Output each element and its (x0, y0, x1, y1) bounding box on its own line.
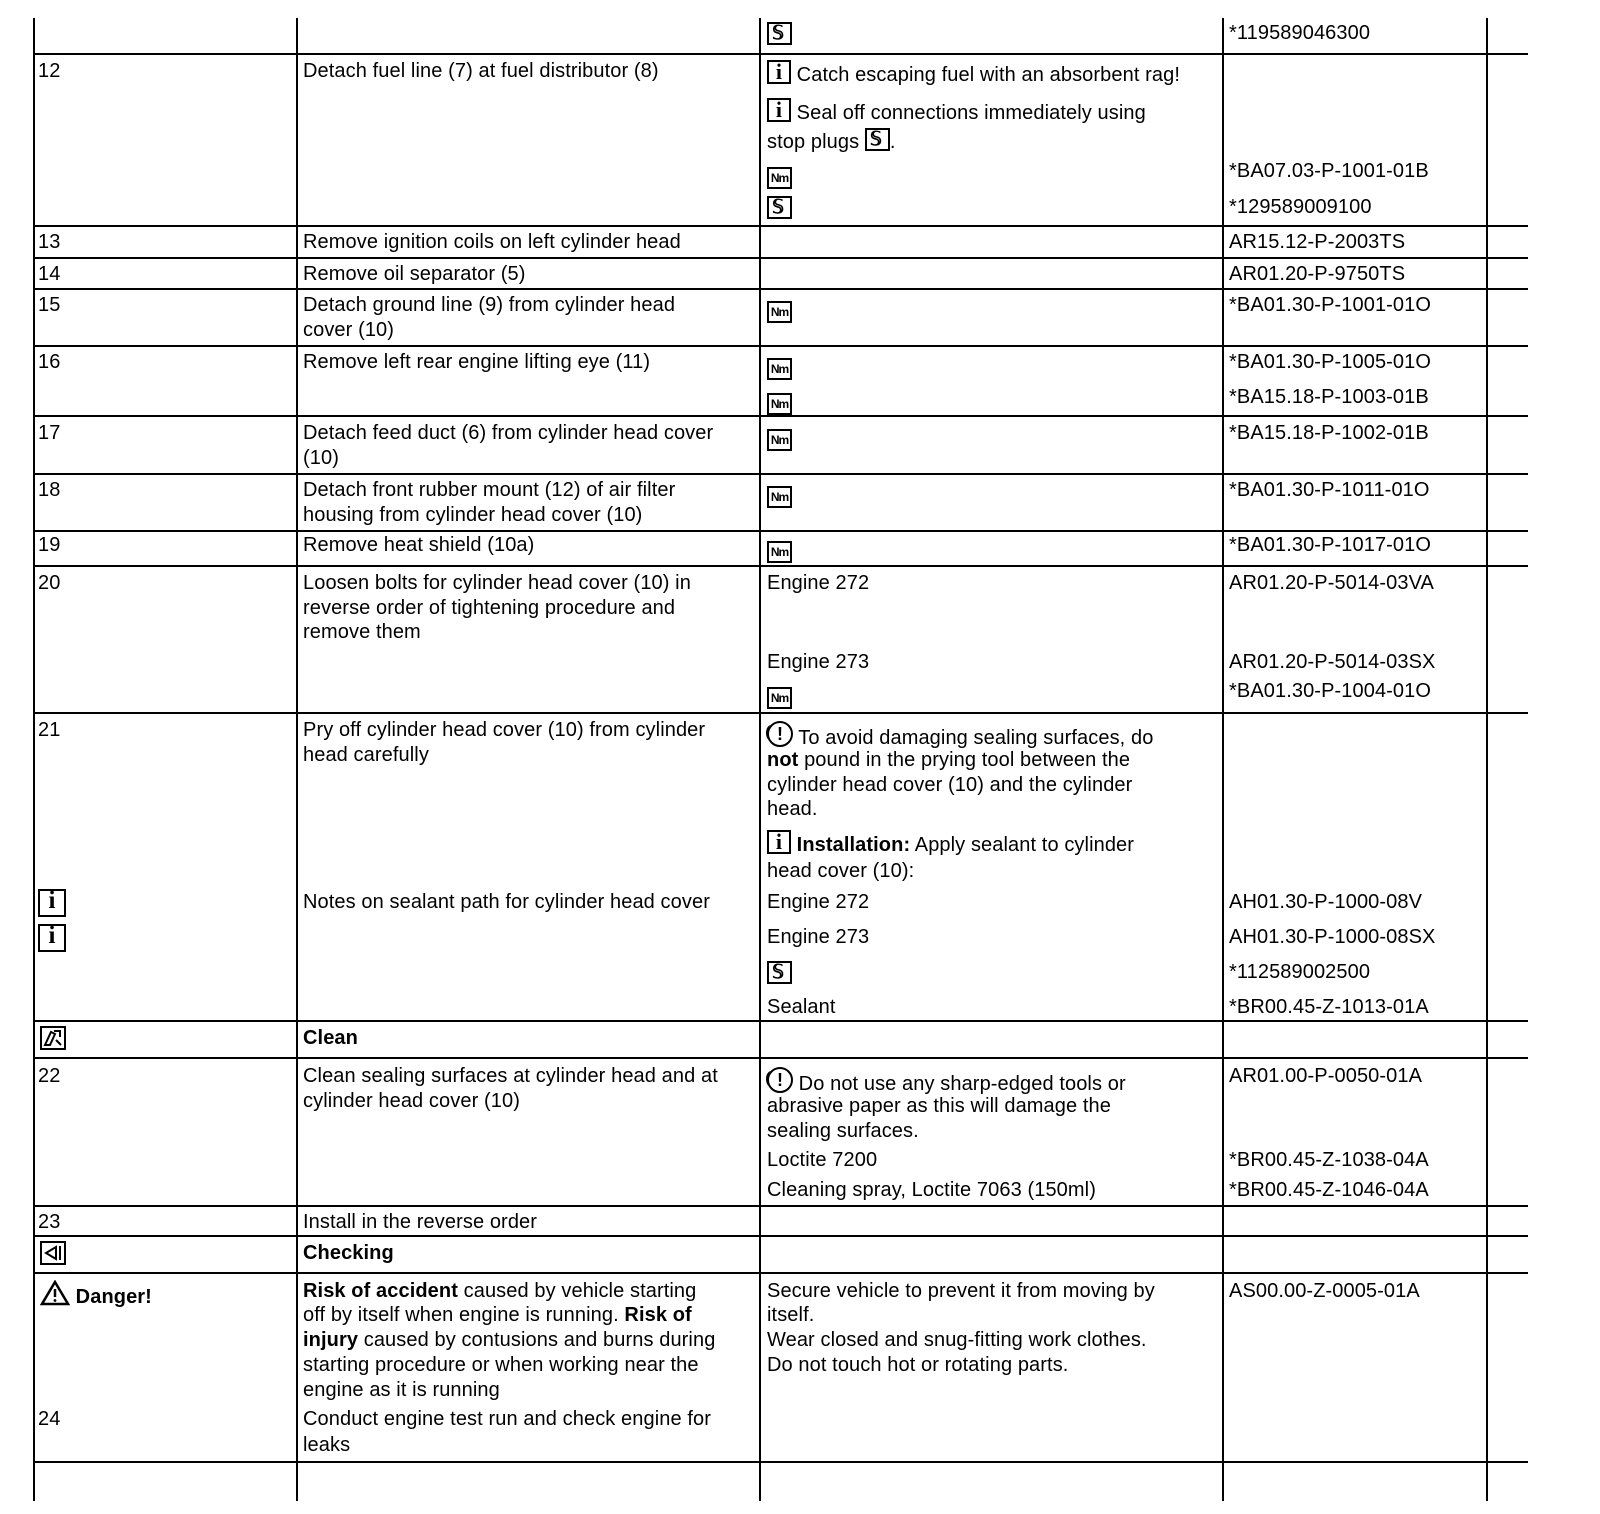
reference-code[interactable]: *BR00.45-Z-1038-04A (1229, 1149, 1429, 1171)
installation-note: head cover (10): (767, 860, 915, 882)
step-action: Conduct engine test run and check engine for (303, 1408, 712, 1430)
row-divider (34, 257, 1528, 259)
reference-code[interactable]: *BA01.30-P-1017-01O (1229, 534, 1432, 556)
clean-icon (40, 1026, 66, 1050)
step-action: Detach feed duct (6) from cylinder head cover (303, 422, 714, 444)
step-action: Remove oil separator (5) (303, 263, 526, 285)
reference-code[interactable]: AR15.12-P-2003TS (1229, 231, 1406, 253)
step-action: Remove heat shield (10a) (303, 534, 535, 556)
step-action: (10) (303, 447, 339, 469)
step-number: 24 (38, 1408, 61, 1430)
torque-nm-icon (767, 167, 792, 189)
step-action: head carefully (303, 744, 429, 766)
installation-note: i Installation: Apply sealant to cylinder (767, 830, 1134, 858)
row-divider (34, 415, 1528, 417)
row-divider (34, 712, 1528, 714)
step-number: 18 (38, 479, 61, 501)
checking-icon (40, 1241, 66, 1265)
reference-code[interactable]: *BA15.18-P-1002-01B (1229, 422, 1429, 444)
engine-variant: Engine 273 (767, 651, 870, 673)
material-name: Cleaning spray, Loctite 7063 (150ml) (767, 1179, 1096, 1201)
step-number: 21 (38, 719, 61, 741)
special-tool-icon (767, 22, 792, 45)
step-number: 14 (38, 263, 61, 285)
row-divider (34, 1205, 1528, 1207)
reference-code[interactable]: AR01.20-P-5014-03VA (1229, 572, 1434, 594)
step-action: Notes on sealant path for cylinder head cover (303, 891, 710, 913)
row-divider (34, 565, 1528, 567)
row-divider (34, 345, 1528, 347)
step-action: Detach ground line (9) from cylinder head (303, 294, 676, 316)
step-action: remove them (303, 621, 421, 643)
info-icon (767, 830, 791, 854)
torque-nm-icon (767, 393, 792, 415)
reference-code[interactable]: AR01.20-P-9750TS (1229, 263, 1406, 285)
safety-measure: Secure vehicle to prevent it from moving by (767, 1280, 1155, 1302)
step-action: leaks (303, 1434, 351, 1456)
torque-nm-icon (767, 486, 792, 508)
reference-code[interactable]: *BA01.30-P-1001-01O (1229, 294, 1432, 316)
safety-measure: itself. (767, 1304, 815, 1326)
row-divider (34, 1057, 1528, 1059)
caution-note: not pound in the prying tool between the (767, 749, 1131, 771)
step-number: 15 (38, 294, 61, 316)
reference-code[interactable]: AR01.00-P-0050-01A (1229, 1065, 1423, 1087)
step-action: cylinder head cover (10) (303, 1090, 520, 1112)
info-icon (38, 924, 66, 952)
reference-code[interactable]: AR01.20-P-5014-03SX (1229, 651, 1436, 673)
work-step-table (34, 18, 1528, 1501)
warning-triangle-icon (40, 1280, 70, 1306)
reference-code[interactable]: *112589002500 (1229, 961, 1371, 983)
danger-text: off by itself when engine is running. Risk of (303, 1304, 692, 1326)
danger-text: injury caused by contusions and burns during (303, 1329, 716, 1351)
danger-label: Danger! (40, 1280, 152, 1310)
note-line: stop plugs 𝕊 . (767, 128, 896, 155)
special-tool-icon (865, 128, 890, 151)
reference-code[interactable]: *BA01.30-P-1011-01O (1229, 479, 1430, 501)
info-icon (38, 889, 66, 917)
step-action: Loosen bolts for cylinder head cover (10) in (303, 572, 691, 594)
special-tool-icon (767, 196, 792, 219)
reference-code[interactable]: *BR00.45-Z-1046-04A (1229, 1179, 1429, 1201)
info-icon (767, 60, 791, 84)
engine-variant: Engine 272 (767, 572, 870, 594)
step-action: Install in the reverse order (303, 1211, 538, 1233)
row-divider (34, 225, 1528, 227)
reference-code[interactable]: AH01.30-P-1000-08V (1229, 891, 1423, 913)
engine-variant: Engine 272 (767, 891, 870, 913)
step-number: 20 (38, 572, 61, 594)
step-action: Pry off cylinder head cover (10) from cylinder (303, 719, 706, 741)
table-border-left (33, 18, 35, 1501)
row-divider (34, 1020, 1528, 1022)
step-action: Remove left rear engine lifting eye (11) (303, 351, 651, 373)
step-number: 23 (38, 1211, 61, 1233)
caution-note: head. (767, 798, 818, 820)
step-number: 22 (38, 1065, 61, 1087)
row-divider (34, 1272, 1528, 1274)
caution-note: abrasive paper as this will damage the (767, 1095, 1111, 1117)
caution-note: cylinder head cover (10) and the cylinder (767, 774, 1133, 796)
special-tool-icon (767, 961, 792, 984)
reference-code[interactable]: *BA01.30-P-1004-01O (1229, 680, 1432, 702)
row-divider (34, 53, 1528, 55)
reference-code[interactable]: AS00.00-Z-0005-01A (1229, 1280, 1420, 1302)
danger-text: Risk of accident caused by vehicle starting (303, 1280, 697, 1302)
caution-note: ! To avoid damaging sealing surfaces, do (767, 721, 1153, 751)
note-line: i Catch escaping fuel with an absorbent rag! (767, 60, 1180, 88)
step-action: cover (10) (303, 319, 395, 341)
step-action: Detach front rubber mount (12) of air filter (303, 479, 676, 501)
section-heading-clean: Clean (303, 1027, 358, 1049)
section-heading-checking: Checking (303, 1242, 394, 1264)
table-border-bottom (34, 1461, 1528, 1463)
reference-code[interactable]: *BA01.30-P-1005-01O (1229, 351, 1432, 373)
step-action: Remove ignition coils on left cylinder head (303, 231, 681, 253)
step-number: 13 (38, 231, 61, 253)
step-action: reverse order of tightening procedure and (303, 597, 676, 619)
column-divider (759, 18, 761, 1501)
safety-measure: Wear closed and snug-fitting work clothes. (767, 1329, 1147, 1351)
row-divider (34, 288, 1528, 290)
caution-icon (767, 721, 793, 747)
column-divider (296, 18, 298, 1501)
step-number: 19 (38, 534, 61, 556)
engine-variant: Engine 273 (767, 926, 870, 948)
note-line: i Seal off connections immediately using (767, 98, 1146, 126)
row-divider (34, 530, 1528, 532)
safety-measure: Do not touch hot or rotating parts. (767, 1354, 1069, 1376)
reference-code[interactable]: *BA15.18-P-1003-01B (1229, 386, 1429, 408)
torque-nm-icon (767, 687, 792, 709)
row-divider (34, 1235, 1528, 1237)
danger-text: starting procedure or when working near the (303, 1354, 699, 1376)
step-action: housing from cylinder head cover (10) (303, 504, 643, 526)
caution-note: sealing surfaces. (767, 1120, 919, 1142)
material-name: Sealant (767, 996, 836, 1018)
danger-text: engine as it is running (303, 1379, 500, 1401)
caution-icon (767, 1067, 793, 1093)
reference-code[interactable]: *BR00.45-Z-1013-01A (1229, 996, 1429, 1018)
torque-nm-icon (767, 429, 792, 451)
reference-code[interactable]: *BA07.03-P-1001-01B (1229, 160, 1429, 182)
row-divider (34, 473, 1528, 475)
step-number: 12 (38, 60, 61, 82)
reference-code[interactable]: AH01.30-P-1000-08SX (1229, 926, 1436, 948)
table-border-right (1486, 18, 1488, 1501)
step-action: Detach fuel line (7) at fuel distributor (8) (303, 60, 659, 82)
step-number: 17 (38, 422, 61, 444)
torque-nm-icon (767, 541, 792, 563)
step-number: 16 (38, 351, 61, 373)
step-action: Clean sealing surfaces at cylinder head and at (303, 1065, 718, 1087)
reference-code[interactable]: *129589009100 (1229, 196, 1372, 218)
torque-nm-icon (767, 358, 792, 380)
caution-note: ! Do not use any sharp-edged tools or (767, 1067, 1126, 1097)
reference-code[interactable]: *119589046300 (1229, 22, 1371, 44)
material-name: Loctite 7200 (767, 1149, 878, 1171)
torque-nm-icon (767, 301, 792, 323)
info-icon (767, 98, 791, 122)
column-divider (1222, 18, 1224, 1501)
